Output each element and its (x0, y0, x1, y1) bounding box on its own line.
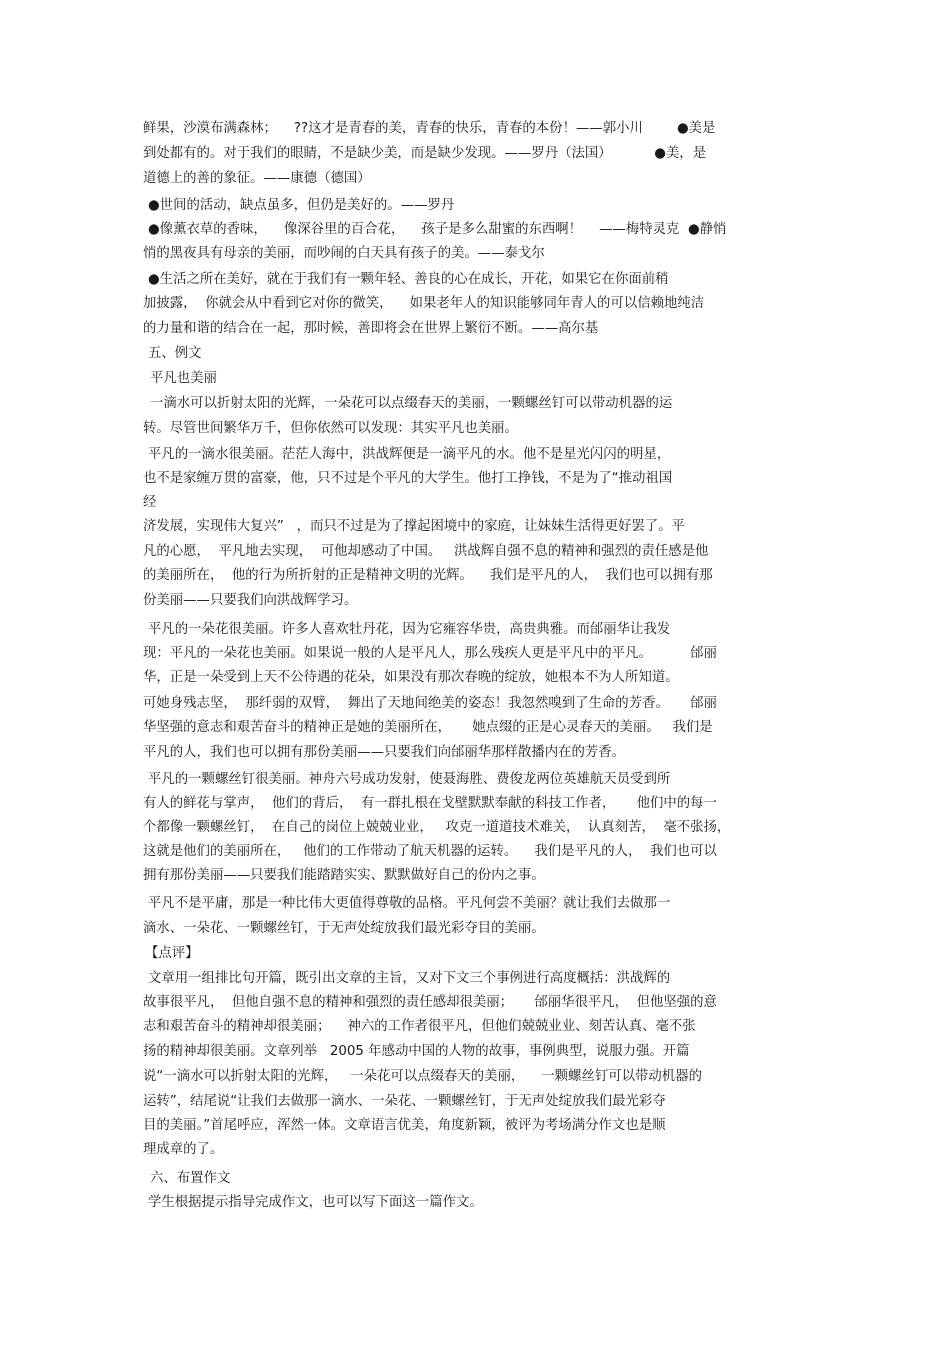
text-line: 文章用一组排比句开篇，既引出文章的主旨，又对下文三个事例进行高度概括：洪战辉的 (148, 971, 671, 986)
text-line: 华，正是一朵受到上天不公待遇的花朵，如果没有那次春晚的绽放，她根本不为人所知道。 (143, 670, 679, 685)
text-line: 的美丽所在， 他的行为所折射的正是精神文明的光辉。 我们是平凡的人， 我们也可以拥有那 (143, 568, 713, 583)
text-line: 滴水、一朵花、一颗螺丝钉，于无声处绽放我们最光彩夺目的美丽。 (143, 921, 545, 936)
text-line: 【点评】 (145, 946, 199, 961)
text-line: 六、布置作文 (150, 1171, 231, 1186)
text-line: 说“一滴水可以折射太阳的光辉， 一朵花可以点缀春天的美丽， 一颗螺丝钉可以带动机器的 (143, 1069, 702, 1084)
text-line: 拥有那份美丽——只要我们能踏踏实实、默默做好自己的份内之事。 (143, 868, 545, 883)
text-line: 平凡也美丽 (150, 371, 217, 386)
text-line: 济发展，实现伟大复兴” ，而只不过是为了撑起困境中的家庭，让妹妹生活得更好罢了。平 (143, 519, 685, 534)
text-line: 份美丽——只要我们向洪战辉学习。 (143, 593, 358, 608)
text-line: 平凡的一朵花很美丽。许多人喜欢牡丹花，因为它雍容华贵，高贵典雅。而邰丽华让我发 (148, 622, 671, 637)
text-line: ●生活之所在美好，就在于我们有一颗年轻、善良的心在成长，开花，如果它在你面前稍 (148, 272, 669, 287)
text-line: 到处都有的。对于我们的眼睛，不是缺少美，而是缺少发现。——罗丹（法国） ●美，是 (143, 146, 707, 161)
text-line: 平凡的一滴水很美丽。茫茫人海中，洪战辉便是一滴平凡的水。他不是星光闪闪的明星， (148, 447, 671, 462)
text-line: 五、例文 (148, 346, 202, 361)
text-line: 运转”，结尾说“让我们去做那一滴水、一朵花、一颗螺丝钉，于无声处绽放我们最光彩夺 (143, 1094, 666, 1109)
text-line: 理成章的了。 (143, 1142, 224, 1157)
text-line: 道德上的善的象征。——康德（德国） (143, 171, 371, 186)
text-line: 凡的心愿， 平凡地去实现， 可他却感动了中国。 洪战辉自强不息的精神和强烈的责任感是他 (143, 544, 709, 559)
text-line: 一滴水可以折射太阳的光辉，一朵花可以点缀春天的美丽，一颗螺丝钉可以带动机器的运 (150, 396, 673, 411)
text-line: 有人的鲜花与掌声， 他们的背后， 有一群扎根在戈壁默默奉献的科技工作者， 他们中的每一 (143, 796, 717, 811)
text-line: 个都像一颗螺丝钉， 在自己的岗位上兢兢业业， 攻克一道道技术难关， 认真刻苦， 毫不张扬， (143, 820, 731, 835)
text-line: 的力量和谐的结合在一起，那时候，善即将会在世界上繁衍不断。——高尔基 (143, 321, 599, 336)
text-line: 也不是家缠万贯的富豪，他，只不过是个平凡的大学生。他打工挣钱，不是为了“推动祖国 (143, 471, 673, 486)
text-line: 经 (143, 495, 157, 510)
text-line: 故事很平凡， 但他自强不息的精神和强烈的责任感却很美丽； 邰丽华很平凡， 但他坚强的意 (143, 995, 717, 1010)
text-line: 志和艰苦奋斗的精神却很美丽； 神六的工作者很平凡，但他们兢兢业业、刻苦认真、毫不张 (143, 1019, 696, 1034)
text-line: 学生根据提示指导完成作文，也可以写下面这一篇作文。 (148, 1195, 483, 1210)
text-line: 平凡不是平庸，那是一种比伟大更值得尊敬的品格。平凡何尝不美丽？就让我们去做那一 (148, 896, 671, 911)
text-line: 鲜果，沙漠布满森林； ??这才是青春的美，青春的快乐，青春的本份！——郭小川 ●美是 (143, 121, 716, 136)
text-line: 悄的黑夜具有母亲的美丽，而吵闹的白天具有孩子的美。——泰戈尔 (143, 246, 545, 261)
text-line: 可她身残志坚， 那纤弱的双臂， 舞出了天地间绝美的姿态！我忽然嗅到了生命的芳香。 邰丽 (143, 696, 717, 711)
text-line: 加披露， 你就会从中看到它对你的微笑， 如果老年人的知识能够同年青人的可以信赖地纯洁 (143, 296, 705, 311)
text-line: 扬的精神却很美丽。文章列举 2005 年感动中国的人物的故事，事例典型，说服力强。开篇 (143, 1044, 690, 1059)
text-line: 平凡的人，我们也可以拥有那份美丽——只要我们向邰丽华那样散播内在的芳香。 (143, 745, 626, 760)
text-line: ●世间的活动，缺点虽多，但仍是美好的。——罗丹 (148, 198, 455, 213)
text-line: 这就是他们的美丽所在， 他们的工作带动了航天机器的运转。 我们是平凡的人， 我们也可以 (143, 844, 717, 859)
text-line: 转。尽管世间繁华万千，但你依然可以发现：其实平凡也美丽。 (143, 421, 518, 436)
text-line: 现：平凡的一朵花也美丽。如果说一般的人是平凡人，那么残疾人更是平凡中的平凡。 邰丽 (143, 646, 717, 661)
text-line: 华坚强的意志和艰苦奋斗的精神正是她的美丽所在， 她点缀的正是心灵春天的美丽。 我们是 (143, 720, 713, 735)
text-line: 平凡的一颗螺丝钉很美丽。神舟六号成功发射，使聂海胜、费俊龙两位英雄航天员受到所 (148, 772, 671, 787)
text-line: 目的美丽。”首尾呼应，浑然一体。文章语言优美，角度新颖，被评为考场满分作文也是顺 (143, 1118, 666, 1133)
text-line: ●像薰衣草的香味， 像深谷里的百合花， 孩子是多么甜蜜的东西啊！ ——梅特灵克 ●静悄 (148, 222, 727, 237)
